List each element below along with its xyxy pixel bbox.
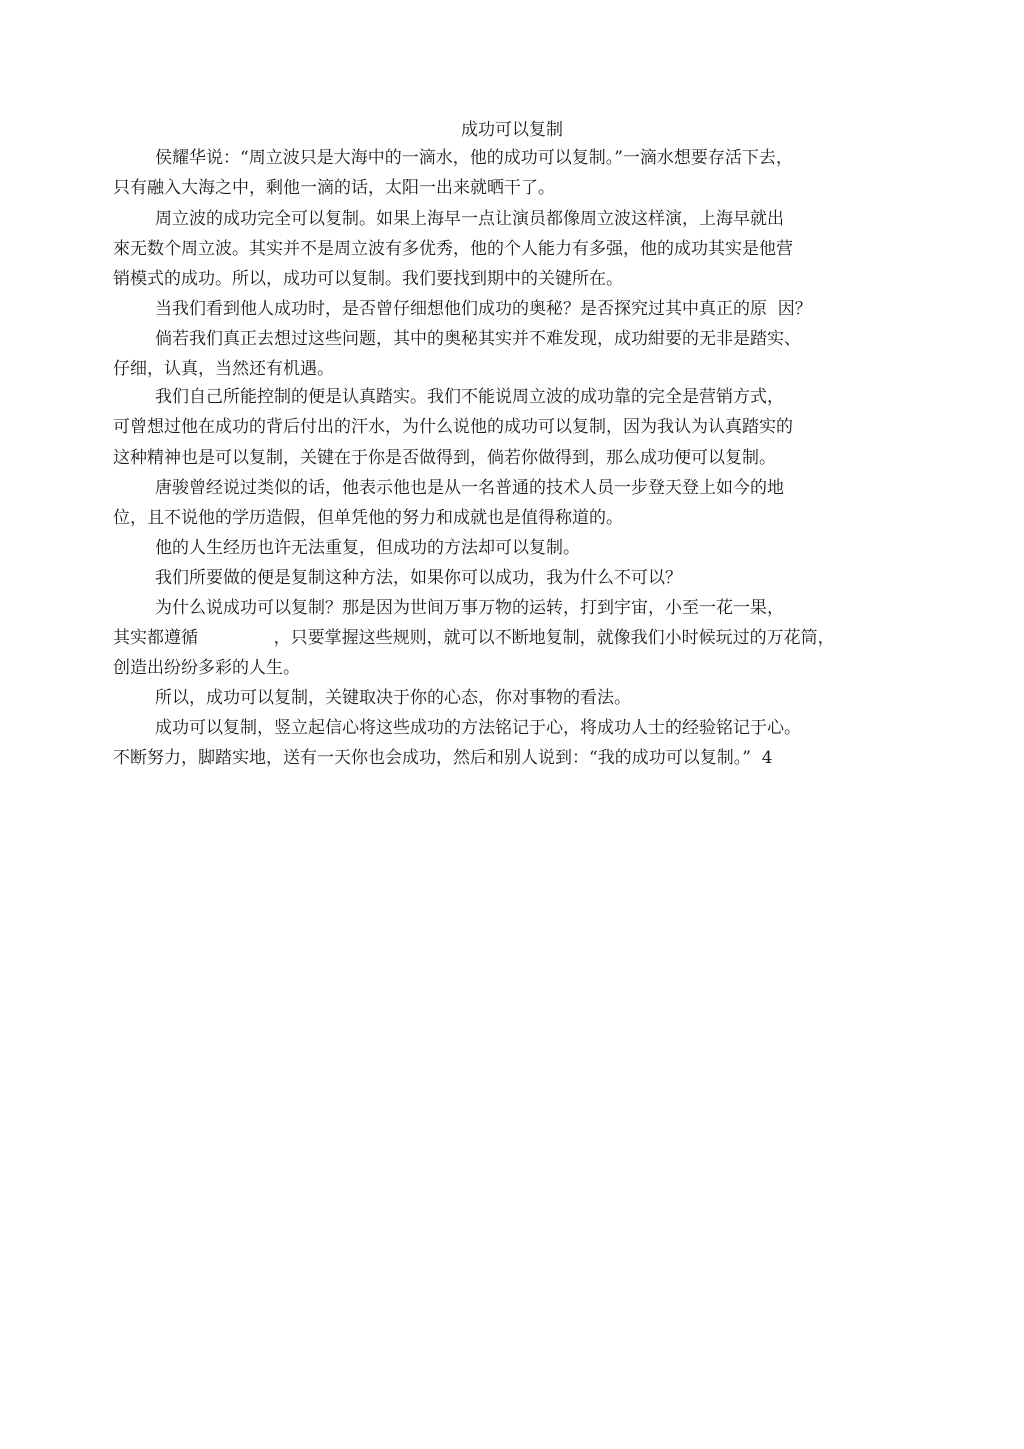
text-line: 我们所要做的便是复制这种方法，如果你可以成功，我为什么不可以？ <box>155 568 682 588</box>
text-line: 不断努力，脚踏实地，送有一天你也会成功，然后和别人说到：“我的成功可以复制。” 4 <box>113 748 773 768</box>
text-line: 仔细，认真，当然还有机遇。 <box>113 359 334 379</box>
text-line: 我们自己所能控制的便是认真踏实。我们不能说周立波的成功靠的完全是营销方式， <box>155 387 784 407</box>
text-line: 这种精神也是可以复制，关键在于你是否做得到，倘若你做得到，那么成功便可以复制。 <box>113 448 776 468</box>
text-line: 创造出纷纷多彩的人生。 <box>113 658 300 678</box>
document-title: 成功可以复制 <box>461 120 563 140</box>
text-line: 他的人生经历也许无法重复，但成功的方法却可以复制。 <box>155 538 580 558</box>
text-line: 周立波的成功完全可以复制。如果上海早一点让演员都像周立波这样演，上海早就出 <box>155 209 784 229</box>
text-line: 唐骏曾经说过类似的话，他表示他也是从一名普通的技术人员一步登天登上如今的地 <box>155 478 784 498</box>
text-line: 侯耀华说：“周立波只是大海中的一滴水，他的成功可以复制。”一滴水想要存活下去， <box>155 148 793 168</box>
text-line: 当我们看到他人成功时，是否曾仔细想他们成功的奥秘？是否探究过其中真正的原 因？ <box>155 299 812 319</box>
text-line: 來无数个周立波。其实并不是周立波有多优秀，他的个人能力有多强，他的成功其实是他营 <box>113 239 793 259</box>
text-line: 其实都遵循 ，只要掌握这些规则，就可以不断地复制，就像我们小时候玩过的万花筒， <box>113 628 835 648</box>
text-line: 为什么说成功可以复制？那是因为世间万事万物的运转，打到宇宙，小至一花一果， <box>155 598 784 618</box>
text-line: 位，且不说他的学历造假，但单凭他的努力和成就也是值得称道的。 <box>113 508 623 528</box>
text-line: 所以，成功可以复制，关键取决于你的心态，你对事物的看法。 <box>155 688 631 708</box>
text-line: 销模式的成功。所以，成功可以复制。我们要找到期中的关键所在。 <box>113 269 623 289</box>
text-line: 可曾想过他在成功的背后付出的汗水，为什么说他的成功可以复制，因为我认为认真踏实的 <box>113 417 793 437</box>
text-line: 倘若我们真正去想过这些问题，其中的奥秘其实并不难发现，成功紺要的无非是踏实、 <box>155 329 801 349</box>
text-line: 只有融入大海之中，剩他一滴的话，太阳一出来就晒干了。 <box>113 178 555 198</box>
text-line: 成功可以复制，竖立起信心将这些成功的方法铭记于心，将成功人士的经验铭记于心。 <box>155 718 801 738</box>
